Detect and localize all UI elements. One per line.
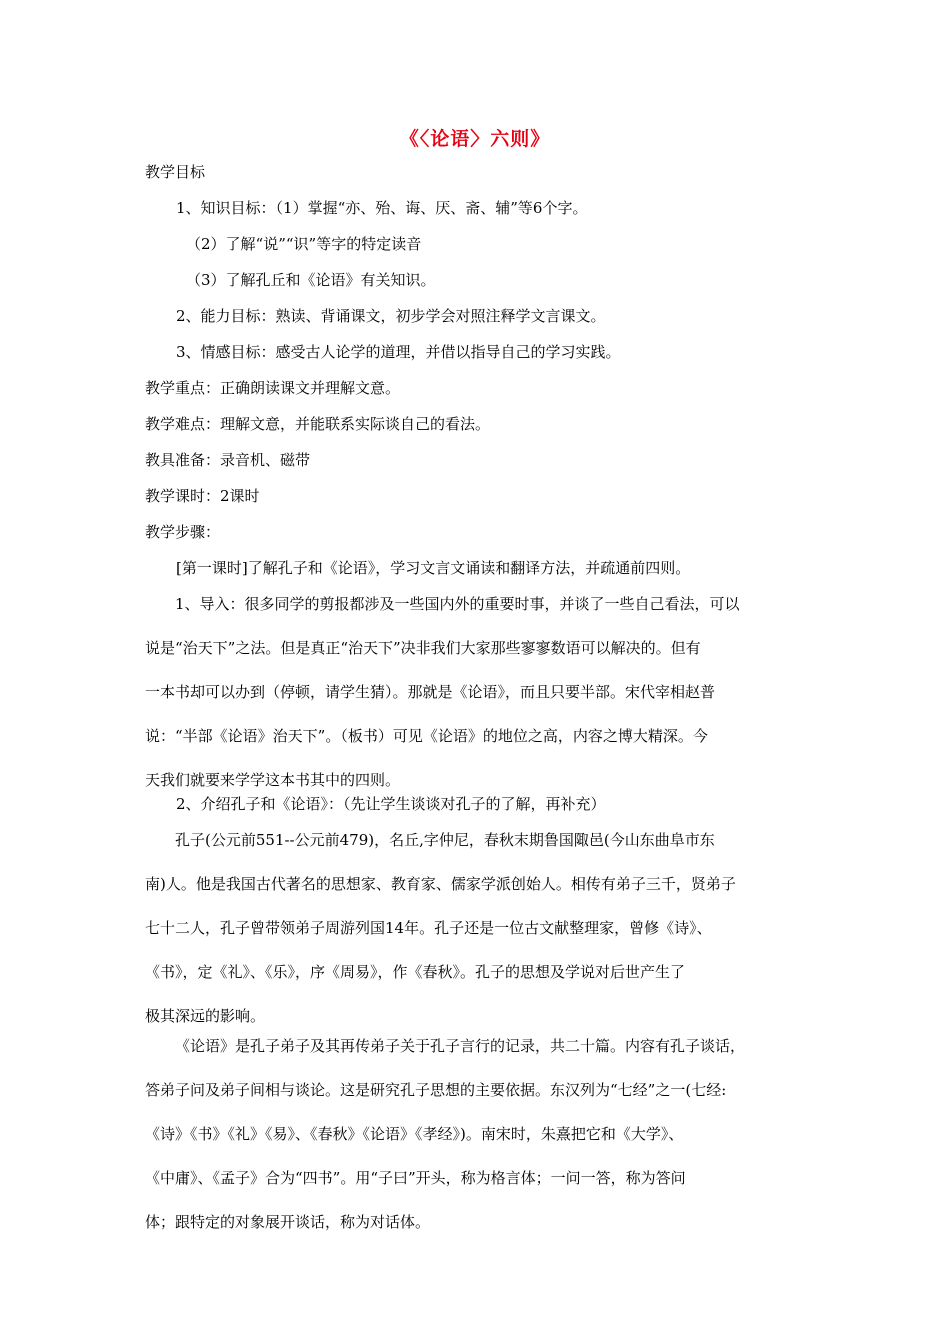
lunyu-line: 《中庸》、《孟子》合为“四书”。用“子曰”开头，称为格言体；一问一答，称为答问 (145, 1169, 686, 1187)
objectives-heading: 教学目标 (145, 163, 206, 181)
confucius-line: 孔子(公元前551--公元前479)，名丘,字仲尼，春秋末期鲁国陬邑(今山东曲阜市东 (175, 831, 715, 849)
key-point: 教学重点：正确朗读课文并理解文意。 (145, 379, 401, 397)
page-title: 《〈论语〉六则》 (399, 128, 551, 150)
lunyu-line: 体；跟特定的对象展开谈话，称为对话体。 (145, 1213, 431, 1231)
confucius-line: 七十二人，孔子曾带领弟子周游列国14年。孔子还是一位古文献整理家，曾修《诗》、 (145, 919, 712, 937)
steps-heading: 教学步骤： (145, 523, 221, 541)
class-hours: 教学课时：2课时 (145, 487, 260, 505)
intro-confucius-heading: 2、介绍孔子和《论语》：（先让学生谈谈对孔子的了解，再补充） (176, 795, 606, 813)
knowledge-objective-1: 1、知识目标：（1）掌握“亦、殆、诲、厌、斋、辅”等6个字。 (176, 199, 588, 217)
confucius-paragraph (145, 818, 817, 1038)
emotion-objective: 3、情感目标：感受古人论学的道理，并借以指导自己的学习实践。 (176, 343, 621, 361)
intro-line: 说是“治天下”之法。但是真正“治天下”决非我们大家那些寥寥数语可以解决的。但有 (145, 639, 701, 657)
teaching-tools: 教具准备：录音机、磁带 (145, 451, 311, 469)
knowledge-objective-2: （2）了解“说”“识”等字的特定读音 (186, 235, 422, 253)
intro-line: 说：“半部《论语》治天下”。（板书）可见《论语》的地位之高，内容之博大精深。今 (145, 727, 708, 745)
lunyu-line: 《论语》是孔子弟子及其再传弟子关于孔子言行的记录，共二十篇。内容有孔子谈话， (175, 1037, 746, 1055)
confucius-line: 极其深远的影响。 (145, 1007, 266, 1025)
ability-objective: 2、能力目标：熟读、背诵课文，初步学会对照注释学文言课文。 (176, 307, 606, 325)
confucius-line: 南)人。他是我国古代著名的思想家、教育家、儒家学派创始人。相传有弟子三千，贤弟子 (145, 875, 736, 893)
first-lesson: [第一课时]了解孔子和《论语》，学习文言文诵读和翻译方法，并疏通前四则。 (176, 559, 691, 577)
intro-line: 天我们就要来学学这本书其中的四则。 (145, 771, 401, 789)
lunyu-line: 《诗》《书》《礼》《易》、《春秋》《论语》《孝经》)。南宋时，朱熹把它和《大学》、 (145, 1125, 684, 1143)
lunyu-line: 答弟子问及弟子间相与谈论。这是研究孔子思想的主要依据。东汉列为“七经”之一(七经: (145, 1081, 727, 1099)
confucius-line: 《书》，定《礼》、《乐》，序《周易》，作《春秋》。孔子的思想及学说对后世产生了 (145, 963, 686, 981)
lunyu-paragraph (145, 1024, 817, 1244)
intro-line: 1、导入：很多同学的剪报都涉及一些国内外的重要时事，并谈了一些自己看法，可以 (175, 595, 740, 613)
intro-line: 一本书却可以办到（停顿，请学生猜）。那就是《论语》，而且只要半部。宋代宰相赵普 (145, 683, 716, 701)
difficulty: 教学难点：理解文意，并能联系实际谈自己的看法。 (145, 415, 491, 433)
intro-paragraph (145, 582, 817, 802)
knowledge-objective-3: （3）了解孔丘和《论语》有关知识。 (186, 271, 436, 289)
